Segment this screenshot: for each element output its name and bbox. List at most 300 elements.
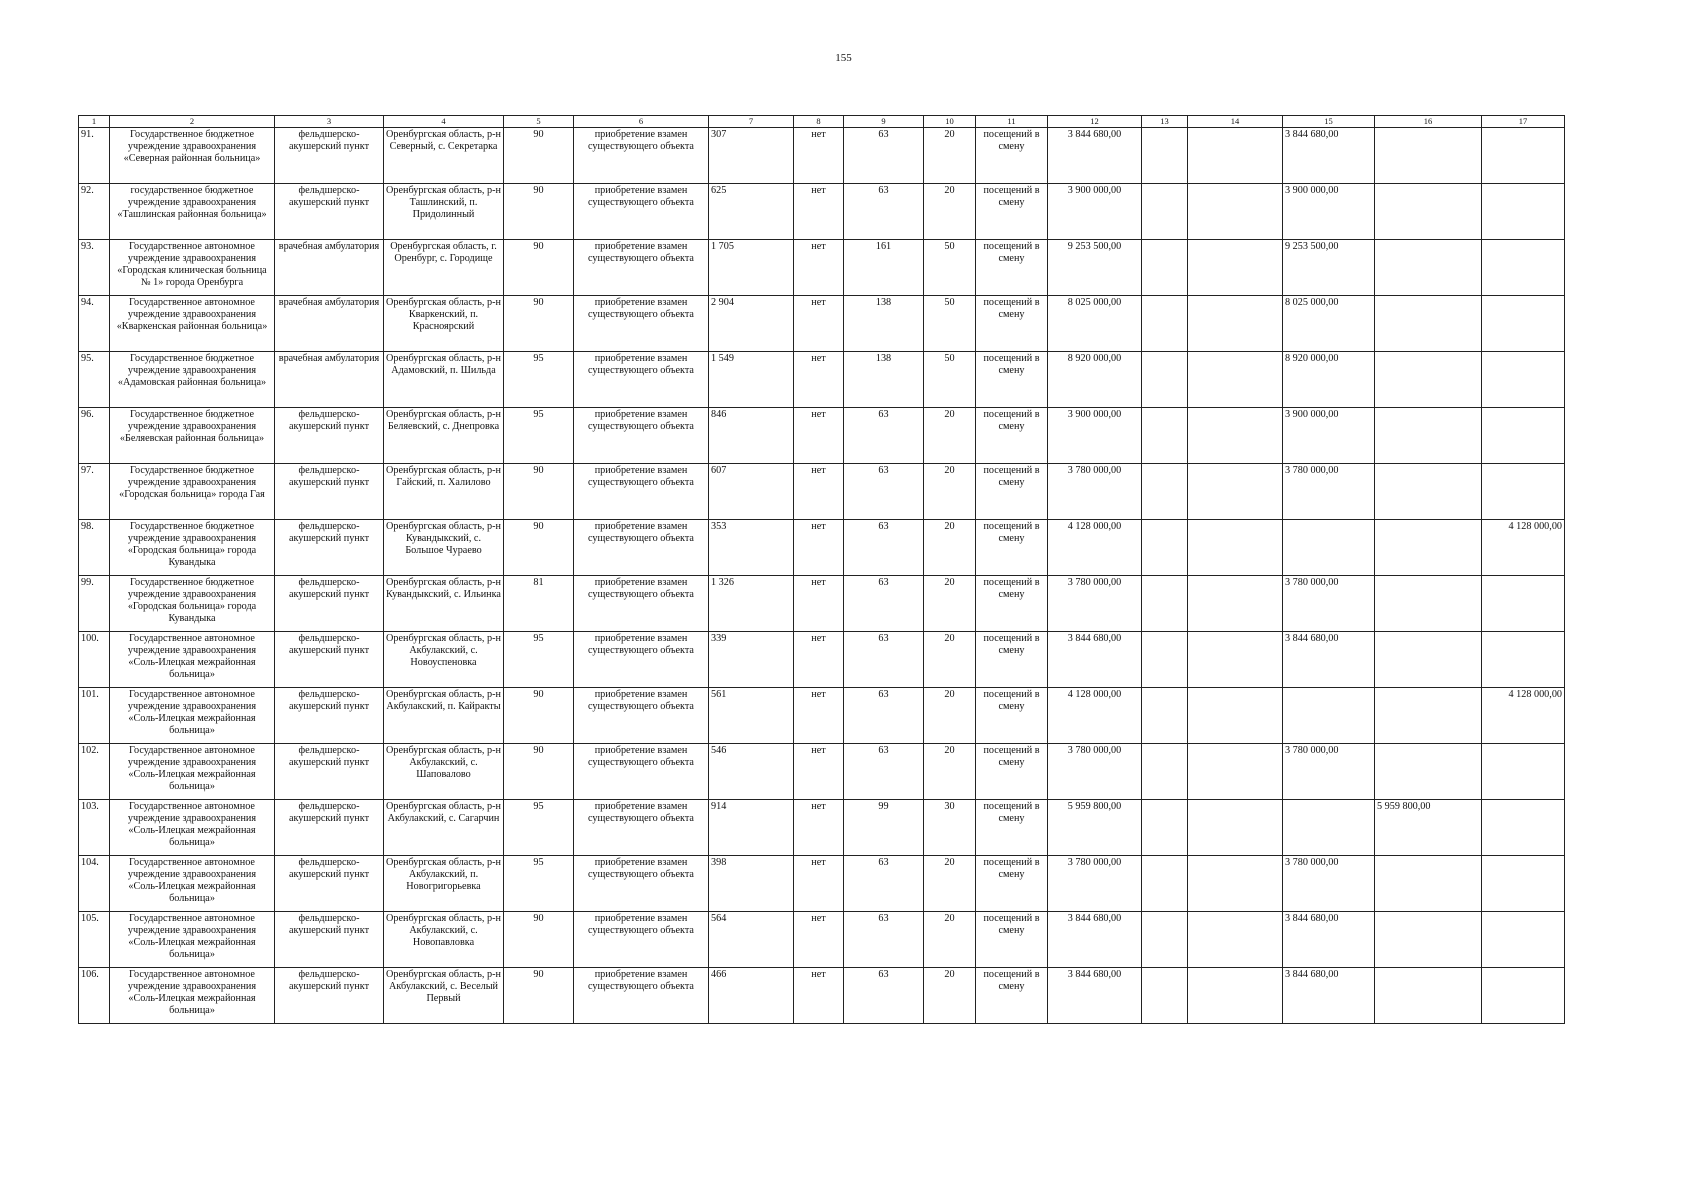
table-cell: 3 844 680,00: [1283, 912, 1375, 968]
table-cell: [1188, 968, 1283, 1024]
table-cell: нет: [794, 296, 844, 352]
table-cell: 95.: [79, 352, 110, 408]
table-cell: [1188, 128, 1283, 184]
table-cell: [1142, 856, 1188, 912]
table-cell: 81: [504, 576, 574, 632]
table-cell: 3 780 000,00: [1283, 856, 1375, 912]
table-cell: 20: [924, 968, 976, 1024]
table-cell: [1142, 632, 1188, 688]
table-cell: Государственное бюджетное учреждение здравоохранения «Северная районная больница»: [110, 128, 275, 184]
table-cell: посещений в смену: [976, 296, 1048, 352]
table-cell: 4 128 000,00: [1482, 520, 1565, 576]
table-cell: приобретение взамен существующего объекта: [574, 968, 709, 1024]
table-cell: 63: [844, 128, 924, 184]
table-cell: 398: [709, 856, 794, 912]
table-cell: приобретение взамен существующего объекта: [574, 744, 709, 800]
table-cell: Оренбургская область, г. Оренбург, с. Городище: [384, 240, 504, 296]
table-cell: нет: [794, 352, 844, 408]
table-cell: [1188, 352, 1283, 408]
table-cell: [1188, 576, 1283, 632]
table-cell: приобретение взамен существующего объекта: [574, 520, 709, 576]
table-cell: 161: [844, 240, 924, 296]
table-cell: фельдшерско-акушерский пункт: [275, 744, 384, 800]
table-cell: [1142, 128, 1188, 184]
table-cell: [1375, 576, 1482, 632]
table-cell: 9 253 500,00: [1048, 240, 1142, 296]
table-cell: 138: [844, 296, 924, 352]
table-cell: Государственное автономное учреждение здравоохранения «Соль-Илецкая межрайонная больница»: [110, 912, 275, 968]
table-cell: [1375, 240, 1482, 296]
table-cell: 1 549: [709, 352, 794, 408]
table-cell: 3 900 000,00: [1048, 184, 1142, 240]
table-cell: Оренбургская область, р-н Кваркенский, п. Красноярский: [384, 296, 504, 352]
table-cell: 92.: [79, 184, 110, 240]
table-row: [79, 184, 1565, 240]
table-cell: 30: [924, 800, 976, 856]
table-cell: нет: [794, 464, 844, 520]
table-cell: приобретение взамен существующего объекта: [574, 352, 709, 408]
table-cell: Государственное бюджетное учреждение здравоохранения «Городская больница» города Кувандыка: [110, 576, 275, 632]
table-cell: 20: [924, 744, 976, 800]
table-cell: нет: [794, 632, 844, 688]
table-cell: [1375, 744, 1482, 800]
table-cell: 339: [709, 632, 794, 688]
table-cell: 2 904: [709, 296, 794, 352]
table-cell: посещений в смену: [976, 912, 1048, 968]
table-cell: 20: [924, 464, 976, 520]
table-cell: Оренбургская область, р-н Беляевский, с. Днепровка: [384, 408, 504, 464]
table-cell: приобретение взамен существующего объекта: [574, 128, 709, 184]
table-row: [79, 688, 1565, 744]
table-cell: [1188, 632, 1283, 688]
table-cell: Оренбургская область, р-н Акбулакский, с. Сагарчин: [384, 800, 504, 856]
table-cell: [1482, 800, 1565, 856]
table-cell: [1142, 240, 1188, 296]
table-cell: нет: [794, 576, 844, 632]
table-cell: нет: [794, 688, 844, 744]
table-cell: посещений в смену: [976, 968, 1048, 1024]
table-cell: 546: [709, 744, 794, 800]
table-cell: [1482, 296, 1565, 352]
table-cell: 95: [504, 408, 574, 464]
table-cell: 95: [504, 800, 574, 856]
table-cell: [1142, 520, 1188, 576]
table-cell: фельдшерско-акушерский пункт: [275, 464, 384, 520]
column-header: 13: [1142, 116, 1188, 128]
column-header: 6: [574, 116, 709, 128]
table-cell: 846: [709, 408, 794, 464]
table-cell: приобретение взамен существующего объекта: [574, 912, 709, 968]
table-cell: посещений в смену: [976, 408, 1048, 464]
table-cell: приобретение взамен существующего объекта: [574, 576, 709, 632]
table-cell: фельдшерско-акушерский пункт: [275, 576, 384, 632]
table-cell: 63: [844, 632, 924, 688]
table-cell: посещений в смену: [976, 464, 1048, 520]
table-cell: [1142, 744, 1188, 800]
table-cell: [1482, 240, 1565, 296]
table-cell: [1142, 464, 1188, 520]
table-cell: Государственное автономное учреждение здравоохранения «Соль-Илецкая межрайонная больница»: [110, 744, 275, 800]
table-row: [79, 352, 1565, 408]
table-cell: Государственное бюджетное учреждение здравоохранения «Городская больница» города Кувандыка: [110, 520, 275, 576]
table-cell: Оренбургская область, р-н Кувандыкский, с. Большое Чураево: [384, 520, 504, 576]
table-row: [79, 744, 1565, 800]
table-cell: 99: [844, 800, 924, 856]
column-header: 8: [794, 116, 844, 128]
table-cell: [1188, 240, 1283, 296]
table-cell: 63: [844, 520, 924, 576]
table-cell: [1188, 688, 1283, 744]
table-cell: 90: [504, 240, 574, 296]
table-cell: [1188, 464, 1283, 520]
table-cell: 90: [504, 688, 574, 744]
table-cell: [1375, 408, 1482, 464]
table-cell: [1188, 520, 1283, 576]
table-cell: 5 959 800,00: [1048, 800, 1142, 856]
table-cell: посещений в смену: [976, 352, 1048, 408]
table-cell: 93.: [79, 240, 110, 296]
table-cell: посещений в смену: [976, 632, 1048, 688]
column-header: 3: [275, 116, 384, 128]
column-header: 15: [1283, 116, 1375, 128]
table-cell: Оренбургская область, р-н Гайский, п. Халилово: [384, 464, 504, 520]
table-cell: [1283, 688, 1375, 744]
table-cell: 105.: [79, 912, 110, 968]
table-cell: государственное бюджетное учреждение здравоохранения «Ташлинская районная больница»: [110, 184, 275, 240]
table-cell: 466: [709, 968, 794, 1024]
table-cell: [1142, 352, 1188, 408]
table-cell: Государственное автономное учреждение здравоохранения «Соль-Илецкая межрайонная больница»: [110, 688, 275, 744]
table-cell: нет: [794, 408, 844, 464]
table-cell: 20: [924, 576, 976, 632]
table-cell: 3 844 680,00: [1283, 128, 1375, 184]
table-cell: 90: [504, 968, 574, 1024]
table-cell: 3 844 680,00: [1283, 632, 1375, 688]
table-cell: [1188, 800, 1283, 856]
table-cell: 8 920 000,00: [1283, 352, 1375, 408]
table-cell: нет: [794, 520, 844, 576]
table-row: [79, 576, 1565, 632]
table-cell: врачебная амбулатория: [275, 352, 384, 408]
table-cell: [1283, 520, 1375, 576]
table-row: [79, 240, 1565, 296]
table-cell: врачебная амбулатория: [275, 296, 384, 352]
table-cell: фельдшерско-акушерский пункт: [275, 688, 384, 744]
table-cell: 4 128 000,00: [1048, 688, 1142, 744]
table-cell: приобретение взамен существующего объекта: [574, 296, 709, 352]
table-cell: посещений в смену: [976, 520, 1048, 576]
header-row: [79, 116, 1565, 128]
column-header: 2: [110, 116, 275, 128]
table-cell: [1482, 576, 1565, 632]
table-cell: [1482, 464, 1565, 520]
table-cell: [1375, 296, 1482, 352]
table-cell: [1142, 800, 1188, 856]
table-cell: Оренбургская область, р-н Адамовский, п. Шильда: [384, 352, 504, 408]
table-cell: 3 844 680,00: [1048, 968, 1142, 1024]
table-cell: 63: [844, 184, 924, 240]
table-cell: фельдшерско-акушерский пункт: [275, 856, 384, 912]
table-cell: [1482, 352, 1565, 408]
column-header: 10: [924, 116, 976, 128]
table-cell: Оренбургская область, р-н Акбулакский, с. Новопавловка: [384, 912, 504, 968]
table-cell: Государственное бюджетное учреждение здравоохранения «Адамовская районная больница»: [110, 352, 275, 408]
table-cell: 8 025 000,00: [1283, 296, 1375, 352]
table-cell: [1482, 912, 1565, 968]
table-cell: 63: [844, 576, 924, 632]
table-cell: фельдшерско-акушерский пункт: [275, 520, 384, 576]
table-cell: врачебная амбулатория: [275, 240, 384, 296]
table-cell: [1142, 688, 1188, 744]
table-cell: 3 900 000,00: [1283, 184, 1375, 240]
table-cell: Оренбургская область, р-н Акбулакский, п. Кайракты: [384, 688, 504, 744]
table-cell: Оренбургская область, р-н Ташлинский, п. Придолинный: [384, 184, 504, 240]
table-cell: 564: [709, 912, 794, 968]
table-cell: 63: [844, 744, 924, 800]
table-cell: 99.: [79, 576, 110, 632]
table-cell: нет: [794, 968, 844, 1024]
table-cell: 97.: [79, 464, 110, 520]
table-row: [79, 296, 1565, 352]
column-header: 9: [844, 116, 924, 128]
table-cell: 8 025 000,00: [1048, 296, 1142, 352]
table-cell: 90: [504, 296, 574, 352]
table-cell: 20: [924, 408, 976, 464]
table-cell: 50: [924, 352, 976, 408]
table-cell: Государственное автономное учреждение здравоохранения «Кваркенская районная больница»: [110, 296, 275, 352]
table-cell: приобретение взамен существующего объекта: [574, 184, 709, 240]
table-cell: посещений в смену: [976, 128, 1048, 184]
table-cell: 607: [709, 464, 794, 520]
table-cell: [1375, 688, 1482, 744]
table-row: [79, 800, 1565, 856]
table-cell: приобретение взамен существующего объекта: [574, 464, 709, 520]
table-cell: приобретение взамен существующего объекта: [574, 688, 709, 744]
table-cell: Государственное автономное учреждение здравоохранения «Соль-Илецкая межрайонная больница»: [110, 968, 275, 1024]
table-cell: [1375, 464, 1482, 520]
table-cell: 90: [504, 912, 574, 968]
table-cell: [1482, 184, 1565, 240]
table-cell: [1375, 128, 1482, 184]
table-cell: 90: [504, 520, 574, 576]
table-row: [79, 856, 1565, 912]
table-cell: [1482, 968, 1565, 1024]
table-cell: [1283, 800, 1375, 856]
table-cell: 103.: [79, 800, 110, 856]
column-header: 7: [709, 116, 794, 128]
table-cell: нет: [794, 800, 844, 856]
table-cell: Оренбургская область, р-н Кувандыкский, с. Ильинка: [384, 576, 504, 632]
table-cell: [1375, 520, 1482, 576]
table-cell: 3 780 000,00: [1283, 576, 1375, 632]
table-cell: 106.: [79, 968, 110, 1024]
table-cell: 138: [844, 352, 924, 408]
table-cell: 94.: [79, 296, 110, 352]
table-cell: 8 920 000,00: [1048, 352, 1142, 408]
table-cell: 63: [844, 912, 924, 968]
table-cell: 104.: [79, 856, 110, 912]
table-cell: 353: [709, 520, 794, 576]
table-cell: 96.: [79, 408, 110, 464]
table-cell: приобретение взамен существующего объекта: [574, 240, 709, 296]
table-cell: Государственное бюджетное учреждение здравоохранения «Беляевская районная больница»: [110, 408, 275, 464]
table-row: [79, 520, 1565, 576]
table-cell: [1375, 912, 1482, 968]
table-cell: 3 844 680,00: [1048, 912, 1142, 968]
table-cell: посещений в смену: [976, 744, 1048, 800]
table-cell: [1375, 856, 1482, 912]
table-cell: Государственное бюджетное учреждение здравоохранения «Городская больница» города Гая: [110, 464, 275, 520]
table-cell: 91.: [79, 128, 110, 184]
table-cell: [1188, 744, 1283, 800]
table-cell: нет: [794, 856, 844, 912]
table-cell: фельдшерско-акушерский пункт: [275, 128, 384, 184]
table-cell: 20: [924, 184, 976, 240]
table-cell: Оренбургская область, р-н Акбулакский, п. Новогригорьевка: [384, 856, 504, 912]
table-cell: 20: [924, 912, 976, 968]
table-cell: 20: [924, 688, 976, 744]
table-cell: Оренбургская область, р-н Северный, с. Секретарка: [384, 128, 504, 184]
table-row: [79, 128, 1565, 184]
table-cell: посещений в смену: [976, 240, 1048, 296]
table-cell: 63: [844, 464, 924, 520]
table-cell: 3 780 000,00: [1048, 744, 1142, 800]
table-cell: 102.: [79, 744, 110, 800]
table-cell: [1188, 408, 1283, 464]
table-cell: 63: [844, 856, 924, 912]
table-cell: [1482, 744, 1565, 800]
table-cell: [1188, 912, 1283, 968]
facilities-table: [78, 115, 1565, 1024]
table-cell: фельдшерско-акушерский пункт: [275, 968, 384, 1024]
table-cell: 90: [504, 128, 574, 184]
table-cell: посещений в смену: [976, 576, 1048, 632]
table-cell: 63: [844, 688, 924, 744]
table-cell: [1142, 184, 1188, 240]
table-cell: [1375, 184, 1482, 240]
table-cell: [1142, 968, 1188, 1024]
table-cell: 5 959 800,00: [1375, 800, 1482, 856]
column-header: 14: [1188, 116, 1283, 128]
column-header: 1: [79, 116, 110, 128]
table-cell: 90: [504, 464, 574, 520]
table-cell: 3 844 680,00: [1283, 968, 1375, 1024]
table-cell: 3 780 000,00: [1048, 856, 1142, 912]
table-cell: 90: [504, 744, 574, 800]
table-cell: 20: [924, 128, 976, 184]
table-cell: 3 844 680,00: [1048, 128, 1142, 184]
table-cell: Государственное автономное учреждение здравоохранения «Соль-Илецкая межрайонная больница»: [110, 856, 275, 912]
table-cell: 914: [709, 800, 794, 856]
column-header: 5: [504, 116, 574, 128]
table-cell: фельдшерско-акушерский пункт: [275, 800, 384, 856]
table-cell: 3 780 000,00: [1048, 576, 1142, 632]
table-cell: 3 780 000,00: [1048, 464, 1142, 520]
table-cell: нет: [794, 912, 844, 968]
table-cell: 20: [924, 520, 976, 576]
table-cell: 50: [924, 296, 976, 352]
table-cell: приобретение взамен существующего объекта: [574, 408, 709, 464]
table-cell: [1375, 352, 1482, 408]
table-cell: [1142, 296, 1188, 352]
page-number: 155: [835, 52, 852, 64]
table-cell: посещений в смену: [976, 184, 1048, 240]
table-cell: приобретение взамен существующего объекта: [574, 800, 709, 856]
table-cell: приобретение взамен существующего объекта: [574, 856, 709, 912]
table-cell: 20: [924, 632, 976, 688]
table-cell: посещений в смену: [976, 688, 1048, 744]
table-cell: 3 780 000,00: [1283, 464, 1375, 520]
table-cell: [1482, 856, 1565, 912]
table-cell: 4 128 000,00: [1482, 688, 1565, 744]
table-cell: 20: [924, 856, 976, 912]
table-cell: фельдшерско-акушерский пункт: [275, 408, 384, 464]
table-cell: Оренбургская область, р-н Акбулакский, с. Новоуспеновка: [384, 632, 504, 688]
table-cell: [1188, 296, 1283, 352]
table-cell: [1375, 632, 1482, 688]
table-cell: фельдшерско-акушерский пункт: [275, 632, 384, 688]
table-cell: [1142, 912, 1188, 968]
table-cell: Государственное автономное учреждение здравоохранения «Городская клиническая больница № 1» города Оренбурга: [110, 240, 275, 296]
table-cell: 3 844 680,00: [1048, 632, 1142, 688]
table-cell: 3 900 000,00: [1048, 408, 1142, 464]
table-cell: [1142, 576, 1188, 632]
table-cell: 95: [504, 352, 574, 408]
column-header: 11: [976, 116, 1048, 128]
table-row: [79, 968, 1565, 1024]
table-cell: 50: [924, 240, 976, 296]
table-cell: Государственное автономное учреждение здравоохранения «Соль-Илецкая межрайонная больница»: [110, 632, 275, 688]
table-cell: 1 705: [709, 240, 794, 296]
table-cell: [1142, 408, 1188, 464]
table-cell: 95: [504, 632, 574, 688]
table-cell: 9 253 500,00: [1283, 240, 1375, 296]
table-cell: [1188, 856, 1283, 912]
table-cell: 3 900 000,00: [1283, 408, 1375, 464]
table-cell: [1482, 408, 1565, 464]
table-cell: фельдшерско-акушерский пункт: [275, 912, 384, 968]
table-cell: 63: [844, 408, 924, 464]
table-cell: 4 128 000,00: [1048, 520, 1142, 576]
table-cell: 561: [709, 688, 794, 744]
column-header: 17: [1482, 116, 1565, 128]
column-header: 16: [1375, 116, 1482, 128]
table-cell: 101.: [79, 688, 110, 744]
table-cell: нет: [794, 128, 844, 184]
table-cell: 98.: [79, 520, 110, 576]
table-cell: 625: [709, 184, 794, 240]
table-cell: 90: [504, 184, 574, 240]
table-cell: посещений в смену: [976, 800, 1048, 856]
table-cell: нет: [794, 744, 844, 800]
table-cell: приобретение взамен существующего объекта: [574, 632, 709, 688]
table-cell: [1188, 184, 1283, 240]
table-cell: посещений в смену: [976, 856, 1048, 912]
table-row: [79, 912, 1565, 968]
table-cell: фельдшерско-акушерский пункт: [275, 184, 384, 240]
column-header: 12: [1048, 116, 1142, 128]
table-row: [79, 408, 1565, 464]
table-cell: нет: [794, 184, 844, 240]
table-cell: [1482, 128, 1565, 184]
table-cell: Оренбургская область, р-н Акбулакский, с. Веселый Первый: [384, 968, 504, 1024]
table-cell: 1 326: [709, 576, 794, 632]
table-cell: нет: [794, 240, 844, 296]
table-cell: 63: [844, 968, 924, 1024]
table-row: [79, 632, 1565, 688]
table-cell: Государственное автономное учреждение здравоохранения «Соль-Илецкая межрайонная больница»: [110, 800, 275, 856]
table-cell: [1482, 632, 1565, 688]
